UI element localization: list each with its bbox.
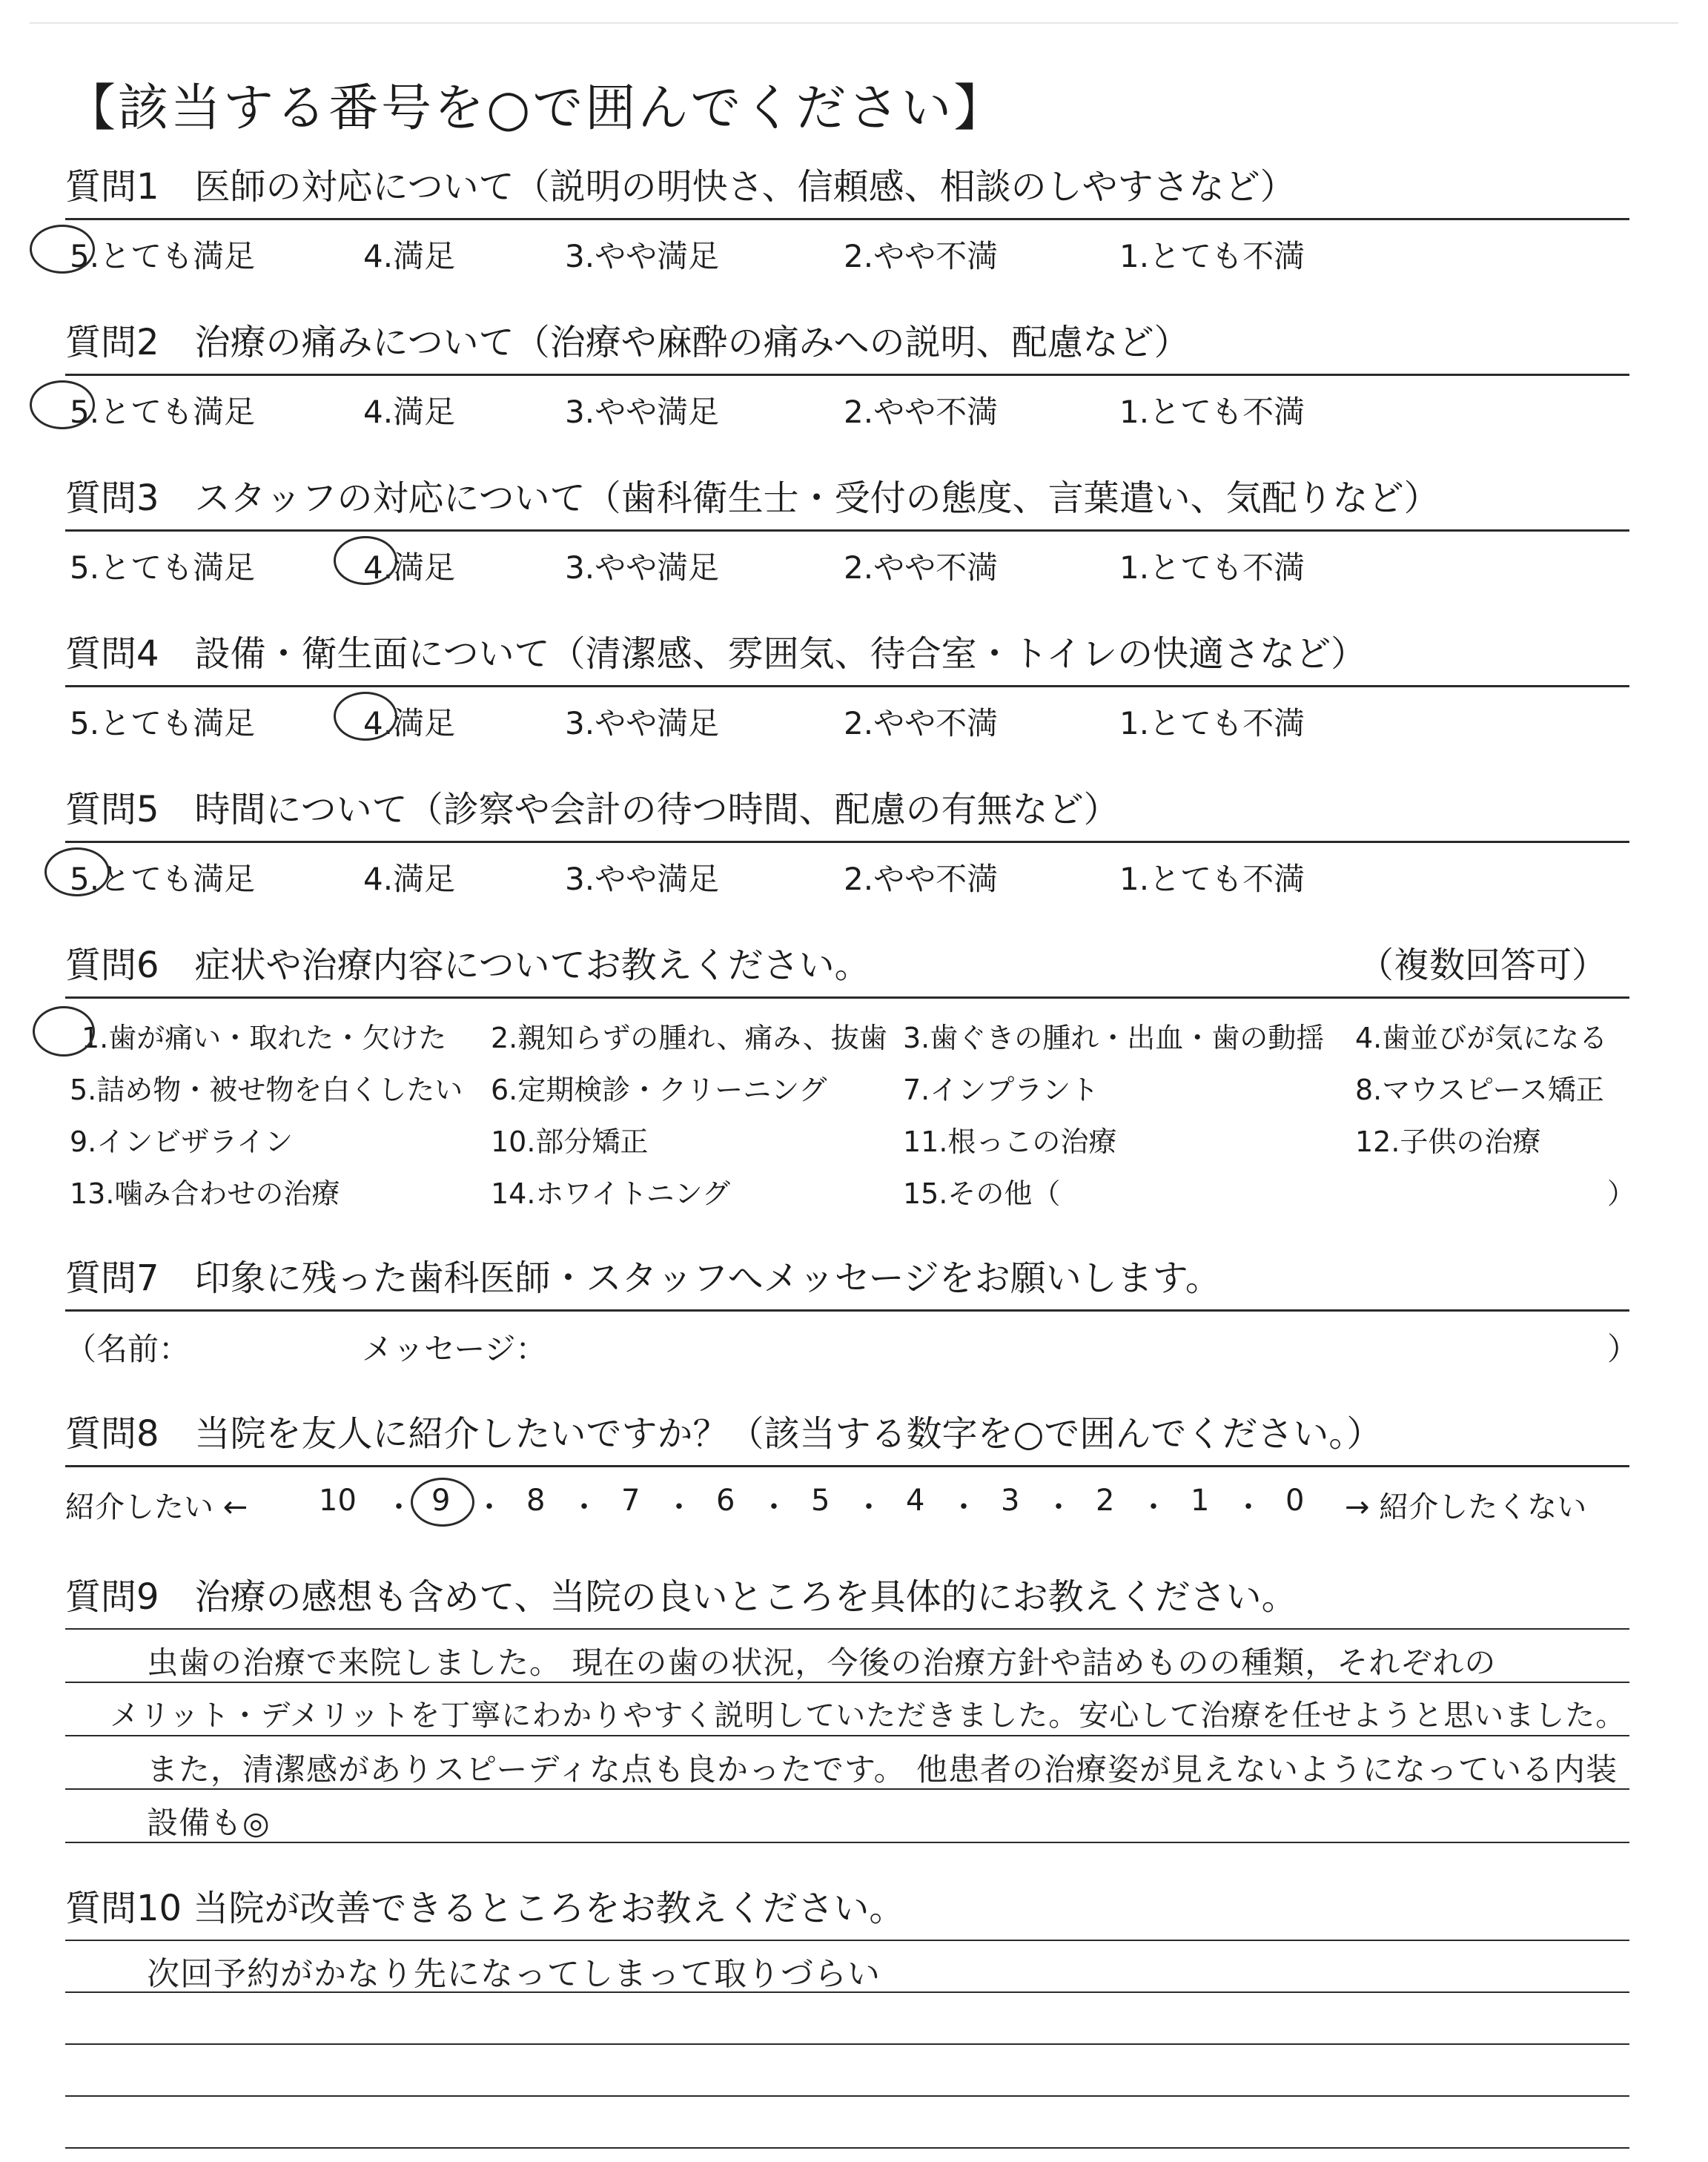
question-6-title: [65, 945, 1629, 992]
option-1[interactable]: 1.とても不満: [1119, 861, 1305, 897]
question-5-options: [65, 847, 1629, 897]
divider: [65, 1309, 1629, 1312]
symptom-options: [65, 1003, 1636, 1218]
answer-circle: [411, 1478, 474, 1527]
answer-circle: [30, 225, 95, 274]
symptom-option[interactable]: 8.マウスピース矯正: [1355, 1074, 1604, 1106]
question-8-title: 質問8 当院を友人に紹介したいですか？（該当する数字を○で囲んでください。）: [65, 1413, 1383, 1455]
divider: [65, 841, 1629, 843]
symptom-option[interactable]: 5.詰め物・被せ物を白くしたい: [70, 1074, 463, 1106]
option-5[interactable]: 5.とても満足: [70, 394, 256, 430]
option-2[interactable]: 2.やや不満: [844, 705, 999, 741]
scale-dot: ・: [1234, 1490, 1263, 1524]
divider: [65, 996, 1629, 999]
multiple-answers-note: （複数回答可）: [1357, 945, 1607, 986]
option-5[interactable]: 5.とても満足: [70, 861, 256, 897]
question-9-title: 質問9 治療の感想も含めて、当院の良いところを具体的にお教えください。: [65, 1576, 1297, 1618]
option-4[interactable]: 4.満足: [363, 705, 456, 741]
scale-dot: ・: [569, 1490, 599, 1524]
scale-number[interactable]: 10: [319, 1484, 357, 1518]
question-3: [65, 477, 1629, 586]
question-2-title: 質問2 治療の痛みについて（治療や麻酔の痛みへの説明、配慮など）: [65, 322, 1190, 363]
writing-line: [65, 1842, 1629, 1843]
answer-circle: [334, 536, 397, 585]
symptom-option[interactable]: 9.インビザライン: [70, 1125, 294, 1158]
option-3[interactable]: 3.やや満足: [565, 705, 720, 741]
divider: [65, 1465, 1629, 1467]
scale-number[interactable]: 2: [1096, 1484, 1115, 1518]
scale-right-label: → 紹介したくない: [1345, 1490, 1587, 1524]
question-8: [65, 1413, 1629, 1527]
scale-number[interactable]: 9: [431, 1484, 451, 1518]
question-1-options: [65, 225, 1629, 274]
writing-line: [65, 2043, 1629, 2045]
scale-number[interactable]: 7: [621, 1484, 640, 1518]
scale-dot: ・: [949, 1490, 979, 1524]
question-6: [65, 945, 1636, 1218]
symptom-option[interactable]: 11.根っこの治療: [903, 1125, 1117, 1158]
other-close-paren: ）: [1607, 1177, 1636, 1210]
scale-dot: ・: [1139, 1490, 1168, 1524]
divider: [65, 685, 1629, 687]
handwritten-answer-9: [65, 1628, 1629, 1895]
handwritten-text: また，清潔感がありスピーディな点も良かったです。 他患者の治療姿が見えないようになっている内装: [147, 1751, 1618, 1788]
handwritten-text: 次回予約がかなり先になってしまって取りづらい: [147, 1955, 881, 1993]
question-10: [65, 1888, 1629, 2162]
symptom-option[interactable]: 7.インプラント: [903, 1074, 1099, 1106]
option-3[interactable]: 3.やや満足: [565, 238, 720, 274]
question-2-options: [65, 380, 1629, 430]
symptom-option[interactable]: 3.歯ぐきの腫れ・出血・歯の動揺: [903, 1022, 1325, 1054]
symptom-option[interactable]: 10.部分矯正: [491, 1125, 649, 1158]
option-2[interactable]: 2.やや不満: [844, 861, 999, 897]
writing-line: [65, 2095, 1629, 2097]
option-5[interactable]: 5.とても満足: [70, 549, 256, 586]
option-1[interactable]: 1.とても不満: [1119, 238, 1305, 274]
symptom-option[interactable]: 2.親知らずの腫れ、痛み、抜歯: [491, 1022, 887, 1054]
question-10-title: 質問10 当院が改善できるところをお教えください。: [65, 1888, 905, 1929]
scale-dot: ・: [474, 1490, 504, 1524]
question-7: [65, 1257, 1639, 1367]
divider: [65, 374, 1629, 376]
symptom-option[interactable]: 13.噛み合わせの治療: [70, 1177, 340, 1210]
writing-line: [65, 2147, 1629, 2149]
option-5[interactable]: 5.とても満足: [70, 705, 256, 741]
close-paren: ）: [1607, 1331, 1639, 1367]
scale-number[interactable]: 5: [811, 1484, 830, 1518]
answer-circle: [33, 1006, 95, 1057]
question-4-options: [65, 692, 1629, 741]
scale-left-label: 紹介したい ←: [65, 1490, 248, 1524]
scale-number[interactable]: 8: [526, 1484, 546, 1518]
option-4[interactable]: 4.満足: [363, 238, 456, 274]
scale-dot: ・: [664, 1490, 694, 1524]
writing-line: [65, 1628, 1629, 1630]
question-6-title-text: 質問6 症状や治療内容についてお教えください。: [65, 945, 870, 986]
handwritten-answer-10: [65, 1940, 1629, 2162]
scale-number[interactable]: 6: [716, 1484, 735, 1518]
scale-dot: ・: [1044, 1490, 1073, 1524]
name-label: （名前：: [65, 1331, 191, 1367]
symptom-option[interactable]: 1.歯が痛い・取れた・欠けた: [82, 1022, 447, 1054]
question-1: [65, 166, 1629, 274]
divider: [65, 529, 1629, 532]
symptom-option[interactable]: 15.その他（: [903, 1177, 1061, 1210]
symptom-option[interactable]: 4.歯並びが気になる: [1355, 1022, 1608, 1054]
option-1[interactable]: 1.とても不満: [1119, 705, 1305, 741]
option-1[interactable]: 1.とても不満: [1119, 394, 1305, 430]
question-1-title: 質問1 医師の対応について（説明の明快さ、信頼感、相談のしやすさなど）: [65, 166, 1296, 208]
option-2[interactable]: 2.やや不満: [844, 394, 999, 430]
question-9: [65, 1576, 1629, 1895]
top-border: [30, 22, 1678, 24]
question-5-title: 質問5 時間について（診察や会計の待つ時間、配慮の有無など）: [65, 789, 1119, 830]
handwritten-text: 虫歯の治療で来院しました。 現在の歯の状況，今後の治療方針や詰めものの種類，それぞれの: [147, 1644, 1497, 1681]
option-3[interactable]: 3.やや満足: [565, 861, 720, 897]
option-3[interactable]: 3.やや満足: [565, 549, 720, 586]
scale-number[interactable]: 0: [1285, 1484, 1305, 1518]
option-2[interactable]: 2.やや不満: [844, 549, 999, 586]
scale-dot: ・: [384, 1490, 414, 1524]
message-line: [65, 1318, 1639, 1367]
answer-circle: [30, 380, 95, 429]
recommend-scale: [65, 1475, 1629, 1527]
question-3-options: [65, 536, 1629, 586]
option-4[interactable]: 4.満足: [363, 861, 456, 897]
scale-dot: ・: [854, 1490, 884, 1524]
symptom-option[interactable]: 14.ホワイトニング: [491, 1177, 731, 1210]
page-title: 【該当する番号を○で囲んでください】: [65, 79, 1007, 138]
answer-circle: [44, 847, 110, 896]
message-label: メッセージ：: [362, 1331, 547, 1367]
scale-number[interactable]: 1: [1191, 1484, 1210, 1518]
symptom-option[interactable]: 6.定期検診・クリーニング: [491, 1074, 827, 1106]
option-1[interactable]: 1.とても不満: [1119, 549, 1305, 586]
divider: [65, 218, 1629, 220]
question-4: [65, 633, 1629, 741]
option-5[interactable]: 5.とても満足: [70, 238, 256, 274]
option-4[interactable]: 4.満足: [363, 549, 456, 586]
writing-line: [65, 1735, 1629, 1736]
option-3[interactable]: 3.やや満足: [565, 394, 720, 430]
handwritten-text: 設備も◎: [147, 1805, 271, 1841]
answer-circle: [334, 692, 397, 741]
question-4-title: 質問4 設備・衛生面について（清潔感、雰囲気、待合室・トイレの快適さなど）: [65, 633, 1367, 675]
scale-number[interactable]: 4: [906, 1484, 925, 1518]
scale-dot: ・: [759, 1490, 789, 1524]
question-5: [65, 789, 1629, 897]
question-2: [65, 322, 1629, 430]
option-4[interactable]: 4.満足: [363, 394, 456, 430]
handwritten-text: メリット・デメリットを丁寧にわかりやすく説明していただきました。安心して治療を任せようと思いました。: [110, 1699, 1626, 1733]
writing-line: [65, 1940, 1629, 1941]
symptom-option[interactable]: 12.子供の治療: [1355, 1125, 1541, 1158]
option-2[interactable]: 2.やや不満: [844, 238, 999, 274]
question-3-title: 質問3 スタッフの対応について（歯科衛生士・受付の態度、言葉遣い、気配りなど）: [65, 477, 1440, 519]
scale-number[interactable]: 3: [1001, 1484, 1020, 1518]
question-7-title: 質問7 印象に残った歯科医師・スタッフへメッセージをお願いします。: [65, 1257, 1221, 1299]
